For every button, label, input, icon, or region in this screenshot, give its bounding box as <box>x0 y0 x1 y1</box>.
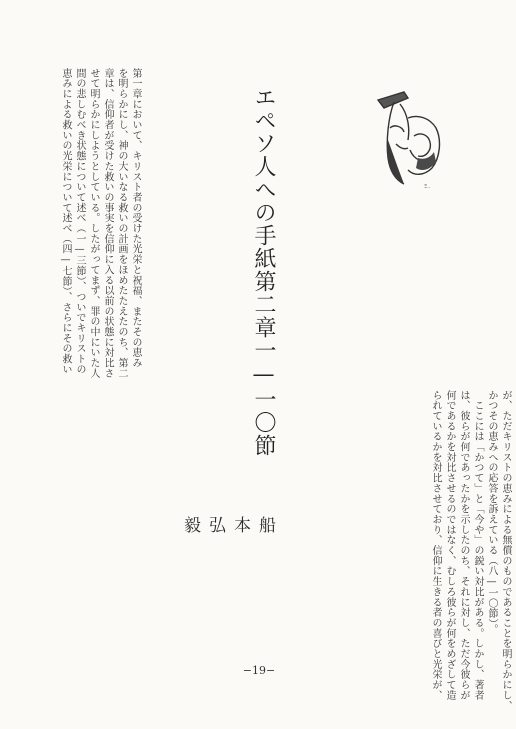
text-line: られているかを対比させており、信仰に生きる者の喜びと光栄が、 <box>430 390 441 701</box>
illustration-figure <box>374 88 446 190</box>
author-char: 本 <box>230 516 250 533</box>
text-line: 間の悲しむべき状態について述べ（一—三節）、ついでキリストの <box>74 68 85 375</box>
article-title: エペソ人への手紙第二章一—一〇節 <box>251 86 276 457</box>
text-line: が、ただキリストの恵みによる無償のものであることを明らかにし、 <box>500 390 511 711</box>
page-number: −19− <box>242 664 276 677</box>
author-char: 毅 <box>180 516 200 533</box>
author-char: 船 <box>255 516 275 533</box>
text-line: を明らかにし、神の大いなる救いの計画をほめたたえたのち、第二 <box>116 68 127 379</box>
text-line: 恵みによる救いの光栄について述べ（四—七節）、さらにその救い <box>60 68 71 375</box>
text-line: ここには「かつて」と「今や」の鋭い対比がある。しかし、著者 <box>472 390 483 701</box>
text-line: 何であるかを対比させるのではなく、むしろ彼らが何をめざして造 <box>444 390 455 701</box>
text-line: かつその恵みへの応答を訴えている（八—一〇節）。 <box>486 390 497 635</box>
text-line: せて明らかにしようとしている。したがってまず、罪の中にいた人 <box>88 68 99 379</box>
author-char: 弘 <box>205 516 225 533</box>
text-line: は、彼らが何であったかを示したのち、それに対し、ただ今彼らが <box>458 390 469 701</box>
author-name <box>180 516 278 681</box>
text-line: 章は、信仰者が受けた救いの事実を信仰に入る以前の状態に対比さ <box>102 68 113 379</box>
continuation-paragraph <box>414 390 512 711</box>
illustration-signature: Ξ.. <box>424 184 431 190</box>
intro-paragraph <box>44 68 142 379</box>
text-line: 第一章において、キリスト者の受けた光栄と祝福、またその恵み <box>130 68 141 369</box>
